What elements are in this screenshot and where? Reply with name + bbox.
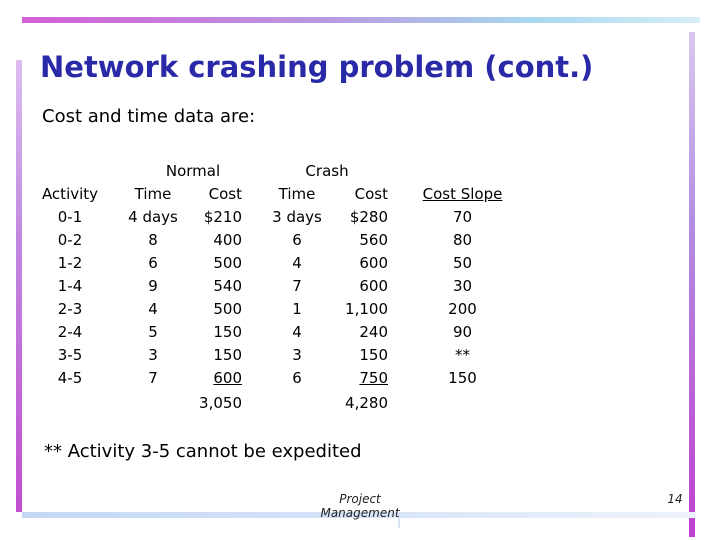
crash-cost-cell: 750 — [359, 369, 388, 387]
normal-cost-cell: 600 — [213, 369, 242, 387]
normal-time-cell: 4 — [148, 300, 158, 318]
crash-cost-cell: 600 — [359, 254, 388, 272]
footer-course-name: Project Management — [320, 492, 400, 520]
crash-time-cell: 4 — [292, 323, 302, 341]
normal-time-cell: 4 days — [128, 208, 178, 226]
cost-slope-cell: 150 — [448, 369, 477, 387]
normal-cost-cell: 500 — [213, 254, 242, 272]
normal-time-cell: 9 — [148, 277, 158, 295]
crash-cost-cell: $280 — [349, 208, 388, 226]
top-accent-bar — [22, 17, 700, 23]
page-number: 14 — [667, 492, 683, 506]
cost-slope-cell: 90 — [452, 323, 473, 341]
footnote: ** Activity 3-5 cannot be expedited — [44, 441, 362, 462]
activity-cell: 0-1 — [57, 208, 83, 226]
activity-cell: 4-5 — [57, 369, 83, 387]
normal-cost-cell: 500 — [213, 300, 242, 318]
activity-cell: 2-4 — [57, 323, 83, 341]
crash-cost-cell: 560 — [359, 231, 388, 249]
crash-cost-cell: 1,100 — [345, 300, 388, 318]
crash-cost-cell: 150 — [359, 346, 388, 364]
normal-cost-cell: 150 — [213, 346, 242, 364]
activity-column-header: Activity — [41, 185, 99, 203]
crash-time-cell: 6 — [292, 231, 302, 249]
crash-time-cell: 7 — [292, 277, 302, 295]
activity-cell: 1-4 — [57, 277, 83, 295]
crash-group-header: Crash — [305, 162, 349, 180]
right-accent-bar — [689, 32, 695, 537]
normal-cost-column-header: Cost — [208, 185, 242, 203]
cost-slope-cell: 30 — [452, 277, 473, 295]
normal-time-column-header: Time — [134, 185, 172, 203]
cost-slope-cell: 80 — [452, 231, 473, 249]
crash-cost-column-header: Cost — [354, 185, 388, 203]
cost-slope-cell: 70 — [452, 208, 473, 226]
normal-cost-cell: $210 — [203, 208, 242, 226]
normal-cost-cell: 150 — [213, 323, 242, 341]
slide-title: Network crashing problem (cont.) — [40, 50, 594, 84]
cost-slope-column-header: Cost Slope — [422, 185, 503, 203]
left-accent-bar — [16, 60, 22, 512]
slide-subtitle: Cost and time data are: — [42, 106, 256, 127]
normal-group-header: Normal — [165, 162, 221, 180]
crash-time-cell: 1 — [292, 300, 302, 318]
normal-cost-cell: 540 — [213, 277, 242, 295]
normal-cost-total: 3,050 — [199, 394, 242, 412]
crash-cost-cell: 600 — [359, 277, 388, 295]
normal-cost-cell: 400 — [213, 231, 242, 249]
activity-cell: 2-3 — [57, 300, 83, 318]
crash-time-column-header: Time — [278, 185, 316, 203]
cost-slope-cell: 200 — [448, 300, 477, 318]
cost-slope-cell: 50 — [452, 254, 473, 272]
normal-time-cell: 3 — [148, 346, 158, 364]
activity-cell: 1-2 — [57, 254, 83, 272]
activity-cell: 0-2 — [57, 231, 83, 249]
normal-time-cell: 7 — [148, 369, 158, 387]
crash-time-cell: 3 days — [272, 208, 322, 226]
normal-time-cell: 6 — [148, 254, 158, 272]
crash-cost-total: 4,280 — [345, 394, 388, 412]
crash-cost-cell: 240 — [359, 323, 388, 341]
activity-cell: 3-5 — [57, 346, 83, 364]
normal-time-cell: 5 — [148, 323, 158, 341]
cost-slope-cell: ** — [455, 346, 470, 364]
normal-time-cell: 8 — [148, 231, 158, 249]
crash-time-cell: 6 — [292, 369, 302, 387]
crash-time-cell: 4 — [292, 254, 302, 272]
crash-time-cell: 3 — [292, 346, 302, 364]
